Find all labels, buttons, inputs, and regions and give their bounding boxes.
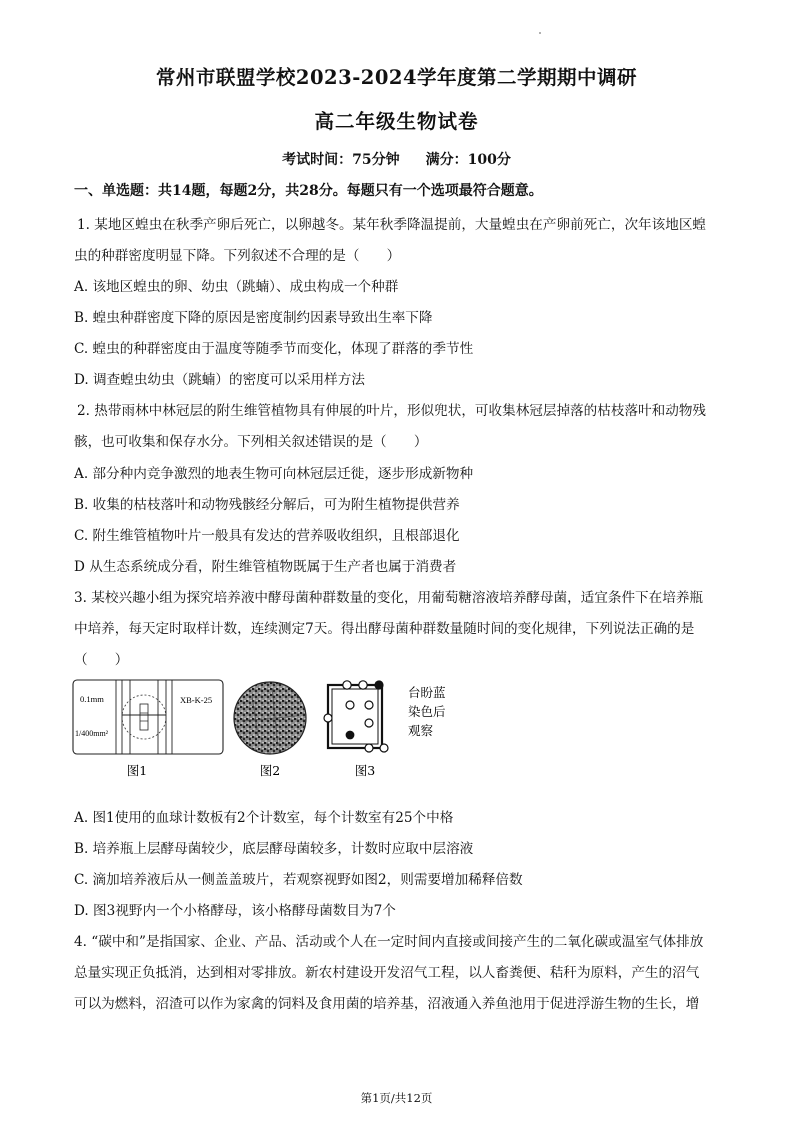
q4-stem-line3: 可以为燃料，沼渣可以作为家禽的饲料及食用菌的培养基，沼液通入养鱼池用于促进浮游生物的生长，增 bbox=[74, 996, 700, 1012]
q2-option-d: D 从生态系统成分看，附生维管植物既属于生产者也属于消费者 bbox=[74, 559, 457, 575]
hemocytometer-diagram bbox=[73, 680, 223, 754]
q2-stem-line1: 2. 热带雨林中林冠层的附生维管植物具有伸展的叶片，形似兜状，可收集林冠层掉落的枯枝落叶和动物残 bbox=[77, 403, 707, 419]
fig2-label: 图2 bbox=[259, 763, 281, 778]
cell-unstained bbox=[324, 714, 332, 722]
cell-unstained bbox=[359, 681, 367, 689]
grid-square-outer bbox=[328, 685, 382, 748]
fig3-caption-line1: 台盼蓝 bbox=[408, 685, 446, 700]
q3-stem-line3: （ ） bbox=[74, 652, 129, 668]
q1-option-b: B. 蝗虫种群密度下降的原因是密度制约因素导致出生率下降 bbox=[74, 310, 433, 326]
section-heading: 一、单选题：共14题，每题2分，共28分。每题只有一个选项最符合题意。 bbox=[74, 183, 543, 199]
q1-option-a: A. 该地区蝗虫的卵、幼虫（跳蝻）、成虫构成一个种群 bbox=[74, 279, 399, 295]
counting-grid-square bbox=[324, 680, 446, 752]
q1-option-d: D. 调查蝗虫幼虫（跳蝻）的密度可以采用样方法 bbox=[74, 372, 365, 388]
fig3-caption-line3: 观察 bbox=[408, 723, 434, 738]
q4-stem-line1: 4. “碳中和”是指国家、企业、产品、活动或个人在一定时间内直接或间接产生的二氧化碳或温室气体排放 bbox=[74, 934, 704, 950]
q1-stem-line1: 1. 某地区蝗虫在秋季产卵后死亡，以卵越冬。某年秋季降温提前，大量蝗虫在产卵前死亡，次年该地区蝗 bbox=[77, 217, 707, 233]
q3-figures bbox=[72, 676, 452, 782]
cell-unstained bbox=[365, 744, 373, 752]
exam-info bbox=[0, 149, 793, 169]
grid-square-inner bbox=[332, 689, 378, 744]
cell-unstained bbox=[365, 701, 373, 709]
q3-option-a: A. 图1使用的血球计数板有2个计数室，每个计数室有25个中格 bbox=[74, 810, 454, 826]
fig3-label: 图3 bbox=[354, 763, 376, 778]
cell-unstained bbox=[380, 744, 388, 752]
q4-stem-line2: 总量实现正负抵消，达到相对零排放。新农村建设开发沼气工程，以人畜粪便、秸秆为原料，产生的沼气 bbox=[74, 965, 700, 981]
exam-title: 常州市联盟学校2023-2024学年度第二学期期中调研 bbox=[155, 66, 638, 89]
q2-option-a: A. 部分种内竞争激烈的地表生物可向林冠层迁徙，逐步形成新物种 bbox=[74, 466, 474, 482]
q2-stem-line2: 骸，也可收集和保存水分。下列相关叙述错误的是（ ） bbox=[74, 434, 428, 450]
exam-time: 考试时间：75分钟 bbox=[282, 152, 400, 168]
exam-subject-title: 高二年级生物试卷 bbox=[314, 110, 479, 133]
fig1-model-text: XB-K-25 bbox=[180, 695, 213, 705]
cell-unstained bbox=[343, 681, 351, 689]
micrograph-dense bbox=[234, 682, 306, 754]
q3-option-d: D. 图3视野内一个小格酵母，该小格酵母菌数目为7个 bbox=[74, 903, 396, 919]
q3-option-b: B. 培养瓶上层酵母菌较少，底层酵母菌较多，计数时应取中层溶液 bbox=[74, 841, 474, 857]
full-score: 满分：100分 bbox=[425, 152, 511, 168]
cell-stained bbox=[346, 731, 355, 740]
q1-option-c: C. 蝗虫的种群密度由于温度等随季节而变化，体现了群落的季节性 bbox=[74, 341, 474, 357]
page-number: 第1页/共12页 bbox=[360, 1091, 433, 1105]
stray-dot bbox=[539, 32, 541, 34]
q3-option-c: C. 滴加培养液后从一侧盖盖玻片，若观察视野如图2，则需要增加稀释倍数 bbox=[74, 872, 523, 888]
fig1-depth-text: 0.1mm bbox=[80, 694, 104, 704]
q1-stem-line2: 虫的种群密度明显下降。下列叙述不合理的是（ ） bbox=[74, 248, 401, 264]
q3-stem-line2: 中培养，每天定时取样计数，连续测定7天。得出酵母菌种群数量随时间的变化规律，下列说法正确的是 bbox=[74, 621, 695, 637]
q2-option-b: B. 收集的枯枝落叶和动物残骸经分解后，可为附生植物提供营养 bbox=[74, 497, 460, 513]
fig1-area-text: 1/400mm² bbox=[75, 729, 109, 738]
q2-option-c: C. 附生维管植物叶片一般具有发达的营养吸收组织，且根部退化 bbox=[74, 528, 460, 544]
q3-stem-line1: 3. 某校兴趣小组为探究培养液中酵母菌种群数量的变化，用葡萄糖溶液培养酵母菌，适宜条件下在培养瓶 bbox=[74, 590, 704, 606]
cell-stained bbox=[374, 680, 383, 689]
cell-unstained bbox=[365, 719, 373, 727]
fig1-label: 图1 bbox=[126, 763, 148, 778]
cell-unstained bbox=[346, 701, 354, 709]
fig3-caption-line2: 染色后 bbox=[408, 704, 446, 719]
